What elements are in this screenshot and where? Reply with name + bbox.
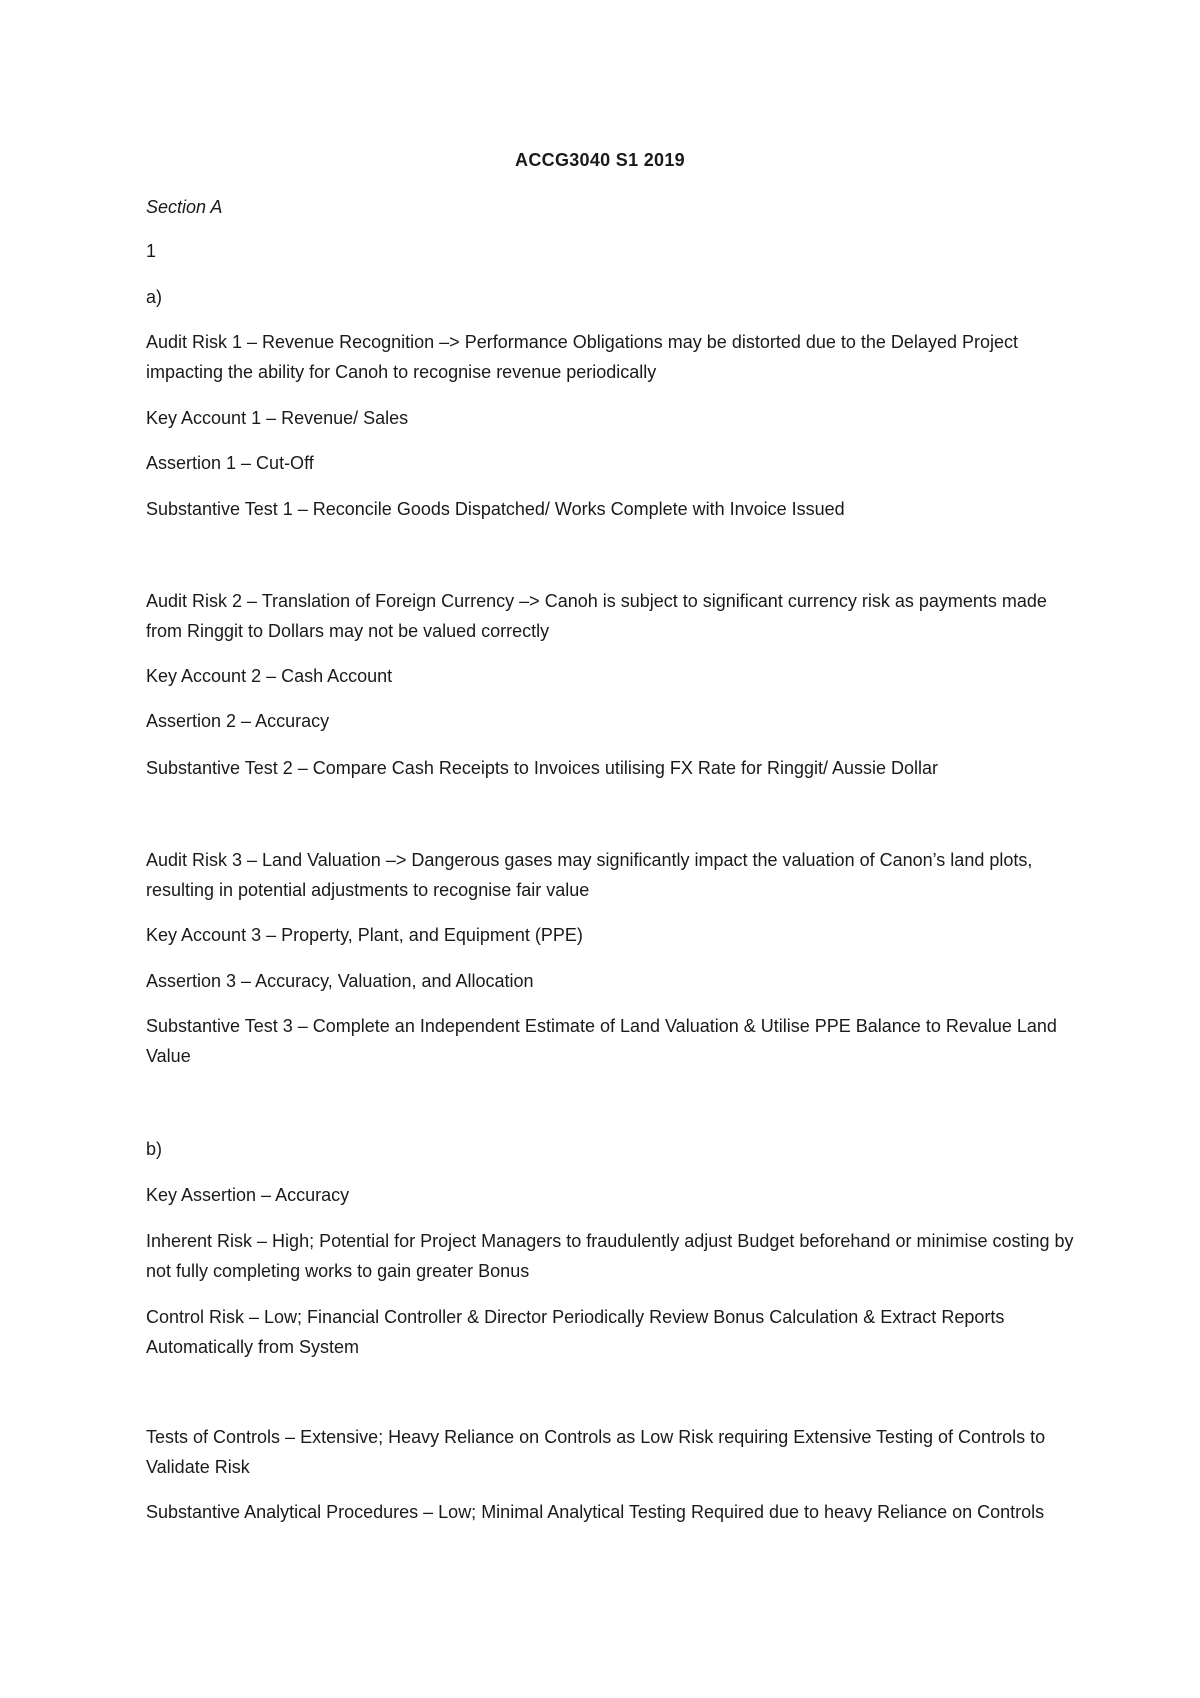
document-title: ACCG3040 S1 2019	[515, 150, 685, 170]
substantive-test-3: Substantive Test 3 – Complete an Independent Estimate of Land Valuation & Utilise PPE Balance to Revalue Land Value	[146, 1016, 1057, 1066]
substantive-analytical-procedures: Substantive Analytical Procedures – Low; Minimal Analytical Testing Required due to heavy Reliance on Controls	[146, 1502, 1045, 1522]
tests-of-controls: Tests of Controls – Extensive; Heavy Reliance on Controls as Low Risk requiring Extensive Testing of Controls to Validate Risk	[146, 1427, 1046, 1477]
key-assertion: Key Assertion – Accuracy	[146, 1185, 350, 1205]
key-account-2: Key Account 2 – Cash Account	[146, 666, 393, 686]
part-a-label: a)	[146, 287, 163, 307]
audit-risk-2: Audit Risk 2 – Translation of Foreign Currency –> Canoh is subject to significant currency risk as payments made from Ringgit to Dollars may not be valued correctly	[146, 591, 1047, 641]
inherent-risk: Inherent Risk – High; Potential for Project Managers to fraudulently adjust Budget beforehand or minimise costing by not fully completing works to gain greater Bonus	[146, 1231, 1074, 1281]
section-heading: Section A	[146, 197, 223, 217]
substantive-test-1: Substantive Test 1 – Reconcile Goods Dispatched/ Works Complete with Invoice Issued	[146, 499, 845, 519]
substantive-test-2: Substantive Test 2 – Compare Cash Receipts to Invoices utilising FX Rate for Ringgit/ Aussie Dollar	[146, 758, 939, 778]
key-account-1: Key Account 1 – Revenue/ Sales	[146, 408, 409, 428]
assertion-1: Assertion 1 – Cut-Off	[146, 453, 314, 473]
audit-risk-3: Audit Risk 3 – Land Valuation –> Dangerous gases may significantly impact the valuation of Canon’s land plots, resulting in potential adjustments to recognise fair value	[146, 850, 1033, 900]
key-account-3: Key Account 3 – Property, Plant, and Equipment (PPE)	[146, 925, 583, 945]
part-b-label: b)	[146, 1139, 163, 1159]
assertion-3: Assertion 3 – Accuracy, Valuation, and Allocation	[146, 971, 534, 991]
audit-risk-1: Audit Risk 1 – Revenue Recognition –> Performance Obligations may be distorted due to the Delayed Project impacting the ability for Canoh to recognise revenue periodically	[146, 332, 1018, 382]
control-risk: Control Risk – Low; Financial Controller & Director Periodically Review Bonus Calculation & Extract Reports Automatically from System	[146, 1307, 1005, 1357]
assertion-2: Assertion 2 – Accuracy	[146, 711, 330, 731]
question-number: 1	[146, 241, 157, 261]
